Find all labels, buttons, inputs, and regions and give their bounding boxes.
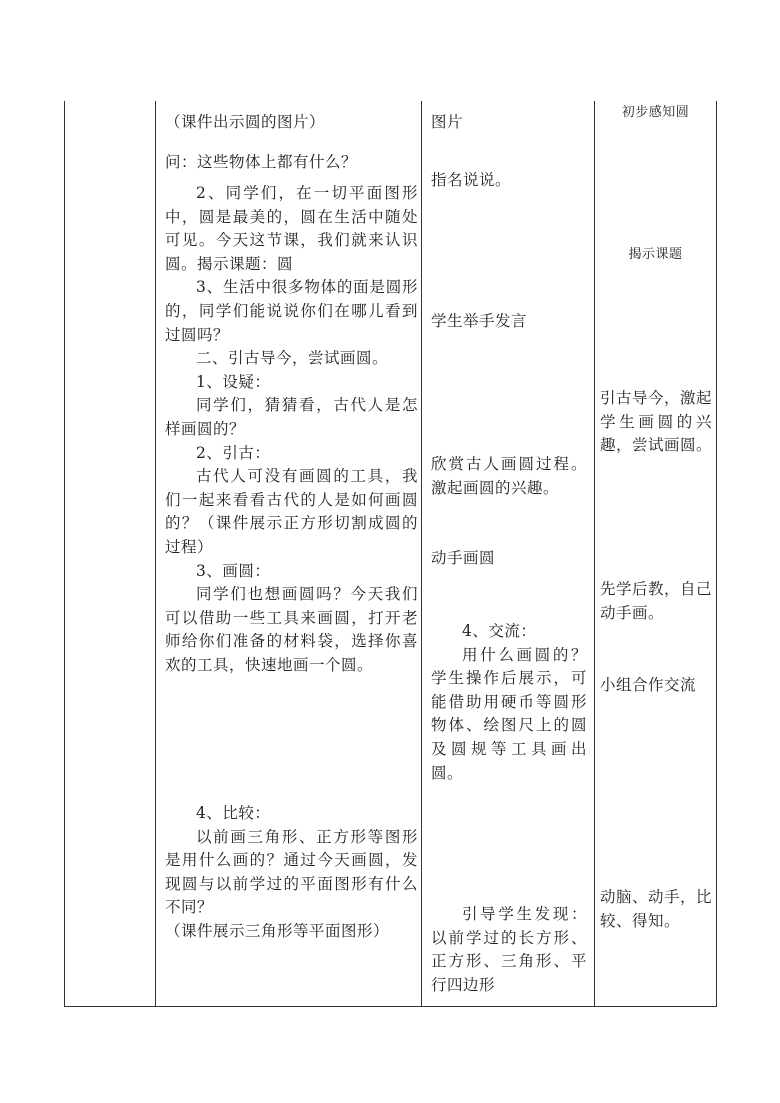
- learn-first-text: 先学后教，自己动手画。: [600, 580, 713, 622]
- table-border-bottom: [64, 1006, 717, 1007]
- table-border-left: [64, 101, 65, 1007]
- intro-paragraph-3: 3、生活中很多物体的面是圆形的，同学们能说说你们在哪儿看到过圆吗？: [165, 278, 418, 344]
- section-2-title: 二、引古导今，尝试画圆。: [196, 349, 389, 368]
- step-1-title: 1、设疑：: [196, 372, 271, 391]
- column-divider: [421, 101, 422, 1007]
- step-1-text: 同学们，猜猜看，古代人是怎样画圆的？: [165, 396, 418, 438]
- compare-text: 动脑、动手，比较、得知。: [600, 888, 713, 930]
- interest-text: 引古导今，激起学生画圆的兴趣，尝试画圆。: [600, 389, 713, 455]
- table-border-right: [716, 101, 717, 1007]
- reveal-topic-text: 揭示课题: [628, 247, 683, 262]
- intro-paragraph-2: 2、同学们，在一切平面图形中，圆是最美的，圆在生活中随处可见。今天这节课，我们就来认识圆。揭示课题：圆: [165, 184, 418, 273]
- appreciate-text: 欣赏古人画圆过程。激起画圆的兴趣。: [431, 455, 587, 497]
- exchange-text: 用什么画圆的？学生操作后展示，可能借助用硬币等圆形物体、绘图尺上的圆及圆规等工具画出圆。: [431, 645, 587, 782]
- step-3-text: 同学们也想画圆吗？今天我们可以借助一些工具来画圆，打开老师给你们准备的材料袋，选择你喜欢的工具，快速地画一个圆。: [165, 585, 418, 674]
- step-2-title: 2、引古：: [196, 443, 271, 462]
- draw-text: 动手画圆: [431, 549, 496, 567]
- pictures-text: 图片: [431, 113, 464, 131]
- column-divider: [594, 101, 595, 1007]
- step-2-text: 古代人可没有画圆的工具，我们一起来看看古代的人是如何画圆的？（课件展示正方形切割成圆的过程）: [165, 467, 418, 556]
- lesson-plan-table: [64, 101, 717, 1007]
- name-call-text: 指名说说。: [431, 171, 512, 189]
- column-divider: [155, 101, 156, 1007]
- show-pictures-note: （课件出示圆的图片）: [165, 113, 326, 131]
- step-4-note: （课件展示三角形等平面图形）: [165, 921, 390, 940]
- guide-text: 引导学生发现：以前学过的长方形、正方形、三角形、平行四边形: [431, 905, 587, 994]
- step-4-title: 4、比较：: [196, 804, 271, 822]
- perceive-text: 初步感知圆: [621, 105, 690, 120]
- step-4-text: 以前画三角形、正方形等图形是用什么画的？通过今天画圆，发现圆与以前学过的平面图形有什么不同？: [165, 827, 418, 917]
- group-text: 小组合作交流: [600, 676, 697, 694]
- question-text: 问：这些物体上都有什么？: [165, 153, 358, 171]
- exchange-title: 4、交流：: [462, 622, 537, 640]
- step-3-title: 3、画圆：: [196, 561, 271, 580]
- raise-hands-text: 学生举手发言: [431, 312, 528, 330]
